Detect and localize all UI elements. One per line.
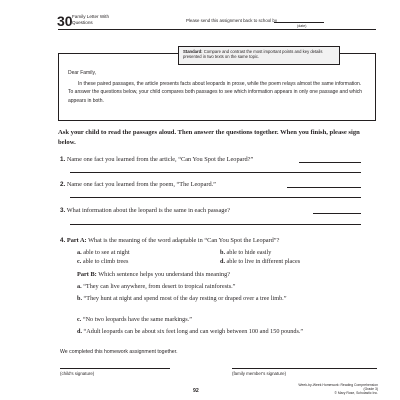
option-d[interactable]: [220, 258, 300, 265]
question-number: 4.: [60, 237, 66, 244]
child-signature-line[interactable]: [60, 368, 170, 369]
part-b-label: Part B:: [77, 271, 97, 278]
family-signature-label: (family member's signature): [232, 371, 287, 376]
answer-line[interactable]: [299, 162, 361, 163]
option-a[interactable]: [77, 249, 130, 256]
question-number: 3.: [60, 207, 66, 214]
letter-body: In these paired passages, the article presents facts about leopards in prose, while the poem relays almost the same information. To answer the questions below, your child compares both passages to see which information appears in only one passage and which appears in both.: [68, 81, 363, 104]
option-letter: c.: [77, 316, 82, 323]
letter-greeting: Dear Family,: [68, 70, 96, 76]
question-text: Name one fact you learned from the poem, “The Leopard.”: [66, 181, 216, 188]
option-c[interactable]: [77, 258, 128, 265]
option-letter: c.: [77, 258, 82, 265]
child-signature-label: (child's signature): [60, 371, 95, 376]
answer-line[interactable]: [70, 224, 361, 225]
question-3: [60, 207, 230, 215]
lesson-number: 30: [57, 13, 73, 29]
credit-line: Week-by-Week Homework: Reading Comprehension (Grade 3): [298, 383, 378, 392]
part-b-option-a[interactable]: [77, 283, 367, 291]
part-b-text: Which sentence helps you understand this meaning?: [98, 271, 231, 278]
return-date-line: [274, 22, 324, 23]
option-letter: d.: [220, 258, 225, 265]
footer-credit: [296, 383, 378, 396]
answer-line[interactable]: [70, 197, 361, 198]
part-b-option-d[interactable]: [77, 328, 339, 336]
option-letter: d.: [77, 328, 82, 335]
return-date-label: (date): [297, 24, 307, 28]
part-b-option-c[interactable]: [77, 316, 367, 324]
standard-box: [178, 46, 340, 65]
part-a-label: Part A:: [66, 237, 87, 244]
question-text: Name one fact you learned from the article, “Can You Spot the Leopard?”: [66, 156, 254, 163]
option-text: “Adult leopards can be about six feet long and can weigh between 100 and 150 pounds.”: [83, 328, 304, 335]
question-1: [60, 156, 253, 164]
instructions: Ask your child to read the passages aloud. Then answer the questions together. When you finish, please sign below.: [58, 129, 360, 146]
question-4-part-a: [60, 237, 380, 245]
return-note: Please send this assignment back to school by: [186, 18, 278, 23]
completed-statement: We completed this homework assignment together.: [60, 349, 178, 355]
header-rule: [58, 29, 376, 30]
credit-line: © Mary Rose, Scholastic Inc.: [334, 391, 378, 396]
answer-line[interactable]: [287, 187, 361, 188]
option-text: able to live in different places: [226, 258, 301, 265]
question-2: [60, 181, 216, 189]
option-text: “No two leopards have the same markings.”: [82, 316, 192, 323]
question-text: What information about the leopard is the same in each passage?: [66, 207, 231, 214]
option-text: able to climb trees: [82, 258, 129, 265]
option-b[interactable]: [220, 249, 271, 256]
answer-line[interactable]: [70, 172, 361, 173]
option-letter: b.: [220, 249, 225, 256]
question-4-part-b: [77, 271, 377, 279]
option-text: able to see at night: [83, 249, 130, 256]
option-letter: b.: [77, 295, 82, 302]
option-text: “They hunt at night and spend most of the day resting or draped over a tree limb.”: [83, 295, 287, 302]
option-text: “They can live anywhere, from desert to tropical rainforests.”: [83, 283, 236, 290]
option-text: able to hide easily: [226, 249, 272, 256]
answer-line[interactable]: [313, 213, 361, 214]
question-number: 2.: [60, 181, 66, 188]
lesson-title: Family Letter With Questions: [72, 14, 110, 25]
standard-text: Compare and contrast the most important points and key details presented in two texts on the same topic.: [183, 49, 323, 60]
option-letter: a.: [77, 283, 82, 290]
part-b-option-b[interactable]: [77, 295, 339, 303]
standard-label: Standard:: [183, 49, 203, 54]
option-letter: a.: [77, 249, 82, 256]
page-number: 92: [193, 388, 199, 394]
family-signature-line[interactable]: [232, 368, 377, 369]
part-a-text: What is the meaning of the word adaptable in “Can You Spot the Leopard”?: [88, 237, 280, 244]
question-number: 1.: [60, 156, 66, 163]
